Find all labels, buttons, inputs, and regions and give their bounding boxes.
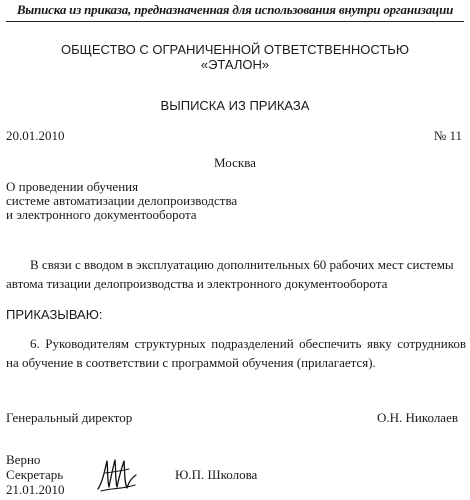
organization-line-2: «ЭТАЛОН» [200, 57, 270, 72]
certification-name: Ю.П. Школова [175, 467, 258, 482]
subject-line: и электронного документооборота [6, 207, 197, 222]
document-number: № 11 [433, 128, 462, 143]
director-title: Генеральный директор [6, 410, 133, 425]
order-clause: 6. Руководителям структурных подразделений обеспечить явку сотрудников на обучение в соответствии с программой обучения (прилагается). [6, 336, 466, 370]
document-city: Москва [214, 155, 256, 170]
order-word: ПРИКАЗЫВАЮ: [6, 307, 103, 322]
preamble-paragraph: В связи с вводом в эксплуатацию дополнительных 60 рабочих мест системы автома тизации делопроизводства и электронного документооборота [6, 257, 454, 291]
signature-icon [95, 455, 139, 495]
organization-name [0, 42, 470, 72]
director-name: О.Н. Николаев [376, 410, 458, 425]
header-note: Выписка из приказа, предназначенная для использования внутри организации [6, 2, 464, 22]
certification-verified: Верно [6, 452, 41, 467]
subject-line: О проведении обучения [6, 179, 139, 194]
document-subject [6, 180, 237, 222]
organization-line-1: ОБЩЕСТВО С ОГРАНИЧЕННОЙ ОТВЕТСТВЕННОСТЬЮ [61, 42, 409, 57]
certification-block [6, 452, 65, 497]
document-title: ВЫПИСКА ИЗ ПРИКАЗА [160, 98, 310, 113]
subject-line: системе автоматизации делопроизводства [6, 193, 238, 208]
certification-date: 21.01.2010 [6, 482, 65, 497]
document-date: 20.01.2010 [6, 128, 65, 143]
certification-position: Секретарь [6, 467, 64, 482]
